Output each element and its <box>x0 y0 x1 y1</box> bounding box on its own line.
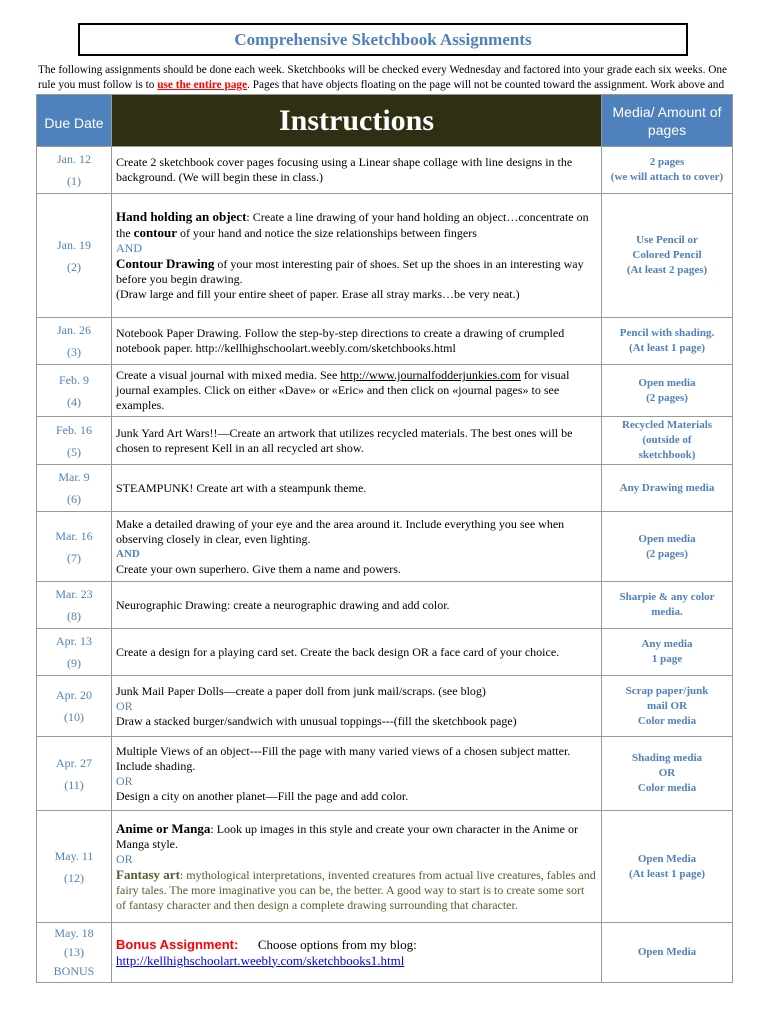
due-date: Mar. 23 <box>55 587 93 601</box>
instructions-cell <box>112 512 602 582</box>
assignment-number: (13) <box>64 945 84 959</box>
due-date: Apr. 13 <box>56 634 92 648</box>
assignment-number: (11) <box>64 777 84 792</box>
table-row <box>37 318 733 365</box>
media-cell <box>602 147 733 194</box>
assignment-number: (2) <box>67 259 81 274</box>
assignment-number: (6) <box>67 492 81 506</box>
conjunction: OR <box>116 773 133 788</box>
due-date: Feb. 16 <box>56 422 92 437</box>
bonus-assignment-label: Bonus Assignment: <box>116 936 239 952</box>
due-date: Jan. 12 <box>57 152 91 166</box>
due-date-cell <box>37 318 112 365</box>
instruction-text: Junk Mail Paper Dolls—create a paper doll from junk mail/scraps. (see blog) <box>116 683 486 698</box>
instructions-cell <box>112 194 602 318</box>
assignment-number: (10) <box>64 710 84 724</box>
media-text: Open media (2 pages) <box>638 532 696 560</box>
instruction-text: Notebook Paper Drawing. Follow the step-by-step directions to create a drawing of crumpled notebook paper. http://kellhighschoolart.weebly.com/sketchbooks.html <box>116 326 565 355</box>
instructions-cell <box>112 676 602 737</box>
instruction-text: STEAMPUNK! Create art with a steampunk theme. <box>116 480 367 495</box>
instruction-text: Design a city on another planet—Fill the page and add color. <box>116 788 409 803</box>
conjunction: AND <box>116 547 140 560</box>
media-cell <box>602 512 733 582</box>
due-date-cell <box>37 365 112 417</box>
instructions-cell <box>112 147 602 194</box>
instructions-cell <box>112 417 602 465</box>
instruction-text: Create a design for a playing card set. Create the back design OR a face card of your choice. <box>116 644 560 659</box>
assignment-number: (12) <box>64 870 84 885</box>
due-date-cell <box>37 417 112 465</box>
due-date-cell <box>37 582 112 629</box>
table-row <box>37 512 733 582</box>
due-date-cell <box>37 512 112 582</box>
table-row <box>37 737 733 811</box>
journal-link[interactable]: http://www.journalfodderjunkies.com <box>340 368 521 382</box>
instructions-cell <box>112 318 602 365</box>
assignment-number: (5) <box>67 444 81 459</box>
media-text: Use Pencil or Colored Pencil (At least 2 pages) <box>626 234 708 276</box>
conjunction: OR <box>116 698 133 713</box>
due-date: Apr. 27 <box>56 755 92 770</box>
intro-text-1: The following assignments should be done each week. Sketchbooks will be checked every Wednesday and factored into your grade each six weeks. One rule you must follow is to <box>38 64 728 91</box>
instruction-text: : Look up images in this style and create your own character in the Anime or Manga style. <box>116 821 578 851</box>
header-instructions: Instructions <box>112 95 602 147</box>
instructions-cell <box>112 923 602 983</box>
due-date: Mar. 9 <box>58 470 90 484</box>
instructions-cell <box>112 465 602 512</box>
instruction-text: Junk Yard Art Wars!!—Create an artwork that utilizes recycled materials. The best ones will be chosen to represent Kell in an all recycled art show. <box>116 425 573 455</box>
media-text: Recycled Materials (outside of sketchbook) <box>621 419 713 461</box>
media-cell <box>602 676 733 737</box>
media-text: Sharpie & any color media. <box>619 591 715 618</box>
instruction-text: Create your own superhero. Give them a name and powers. <box>116 561 401 576</box>
blog-link[interactable]: http://kellhighschoolart.weebly.com/sketchbooks1.html <box>116 952 405 968</box>
due-date: Jan. 26 <box>57 323 91 337</box>
instruction-text: Make a detailed drawing of your eye and the area around it. Include everything you see when observing closely in clear, even lighting. <box>116 516 565 546</box>
media-cell <box>602 582 733 629</box>
media-cell <box>602 318 733 365</box>
table-row <box>37 629 733 676</box>
instruction-bold: contour <box>133 225 178 240</box>
instruction-bold: Anime or Manga <box>116 820 211 836</box>
instructions-cell <box>112 582 602 629</box>
table-row <box>37 465 733 512</box>
media-cell <box>602 737 733 811</box>
due-date: May. 11 <box>54 848 94 863</box>
table-row <box>37 194 733 318</box>
instruction-text: Create a visual journal with mixed media. See <box>116 368 341 382</box>
intro-text-2: . Pages that have objects floating on the page will not be counted toward the assignment. Work above and <box>247 79 725 91</box>
instruction-text: Choose options from my blog: <box>238 936 417 952</box>
header-media: Media/ Amount of pages <box>602 95 733 147</box>
due-date: Apr. 20 <box>56 688 92 702</box>
media-text: Shading media OR Color media <box>632 752 702 794</box>
instruction-bold: Contour Drawing <box>116 256 215 271</box>
table-row <box>37 147 733 194</box>
instruction-bold: Fantasy art <box>116 866 180 882</box>
header-due-date: Due Date <box>37 95 112 147</box>
media-cell <box>602 365 733 417</box>
media-text: Open Media <box>637 946 697 958</box>
conjunction: OR <box>116 851 133 866</box>
bonus-label: BONUS <box>53 964 95 978</box>
table-row <box>37 923 733 983</box>
media-text: Open media (2 pages) <box>638 376 696 404</box>
instruction-text: Neurographic Drawing: create a neurographic drawing and add color. <box>116 597 450 612</box>
assignment-number: (1) <box>67 174 81 188</box>
due-date-cell <box>37 147 112 194</box>
due-date-cell <box>37 465 112 512</box>
instructions-cell <box>112 629 602 676</box>
assignment-number: (3) <box>67 345 81 359</box>
assignment-number: (7) <box>67 550 81 565</box>
due-date: Jan. 19 <box>57 237 91 252</box>
table-row <box>37 811 733 923</box>
due-date-cell <box>37 737 112 811</box>
instruction-text: of your hand and notice the size relationships between fingers <box>177 226 477 240</box>
media-cell <box>602 923 733 983</box>
instruction-bold: Hand holding an object <box>116 209 247 224</box>
instructions-cell <box>112 365 602 417</box>
media-text: Any media 1 page <box>641 638 693 665</box>
table-row <box>37 417 733 465</box>
instruction-text: (Draw large and fill your entire sheet of paper. Erase all stray marks…be very neat.) <box>116 287 520 301</box>
media-cell <box>602 811 733 923</box>
table-row <box>37 582 733 629</box>
assignment-number: (4) <box>67 394 81 409</box>
table-row <box>37 365 733 417</box>
intro-emphasis-entire-page: use the entire page <box>157 79 248 91</box>
due-date: Feb. 9 <box>59 372 89 387</box>
instruction-text: Multiple Views of an object---Fill the page with many varied views of a chosen subject matter. Include shading. <box>116 743 571 773</box>
conjunction: AND <box>116 241 142 255</box>
instruction-text: of your most interesting pair of shoes. Set up the shoes in an interesting way before you begin drawing. <box>116 257 584 286</box>
instructions-cell <box>112 737 602 811</box>
due-date-cell <box>37 629 112 676</box>
assignment-number: (8) <box>67 609 81 623</box>
page-title: Comprehensive Sketchbook Assignments <box>234 30 532 49</box>
instruction-text: : mythological interpretations, invented creatures from actual live creatures, fables and fairy tales. The more imaginative you can be, the better. A good way to start is to create some sort of fantasy character and then design a complete drawing surrounding that character. <box>116 867 596 912</box>
media-text: Open Media (At least 1 page) <box>628 852 706 880</box>
due-date-cell <box>37 811 112 923</box>
due-date-cell <box>37 923 112 983</box>
media-text: Any Drawing media <box>619 481 715 494</box>
due-date-cell <box>37 194 112 318</box>
instruction-text: for visual journal examples. Click on either «Dave» or «Eric» and then click on «journal pages» to see examples. <box>116 368 570 412</box>
media-cell <box>602 417 733 465</box>
media-cell <box>602 194 733 318</box>
media-cell <box>602 629 733 676</box>
instruction-text: Draw a stacked burger/sandwich with unusual toppings---(fill the sketchbook page) <box>116 713 517 728</box>
due-date: Mar. 16 <box>55 528 93 543</box>
instruction-text: : Create a line drawing of your hand holding an object…concentrate on the <box>116 210 589 240</box>
media-text: 2 pages (we will attach to cover) <box>610 156 724 183</box>
due-date-cell <box>37 676 112 737</box>
assignment-number: (9) <box>67 656 81 670</box>
media-text: Pencil with shading. (At least 1 page) <box>619 327 715 354</box>
due-date: May. 18 <box>54 926 94 940</box>
instructions-cell <box>112 811 602 923</box>
media-text: Scrap paper/junk mail OR Color media <box>625 684 709 727</box>
instruction-text: Create 2 sketchbook cover pages focusing using a Linear shape collage with line designs in the background. (We will begin these in class.) <box>116 155 573 184</box>
media-cell <box>602 465 733 512</box>
table-header-row <box>37 95 733 147</box>
table-row <box>37 676 733 737</box>
title-box <box>78 23 688 56</box>
assignments-table <box>36 94 733 983</box>
